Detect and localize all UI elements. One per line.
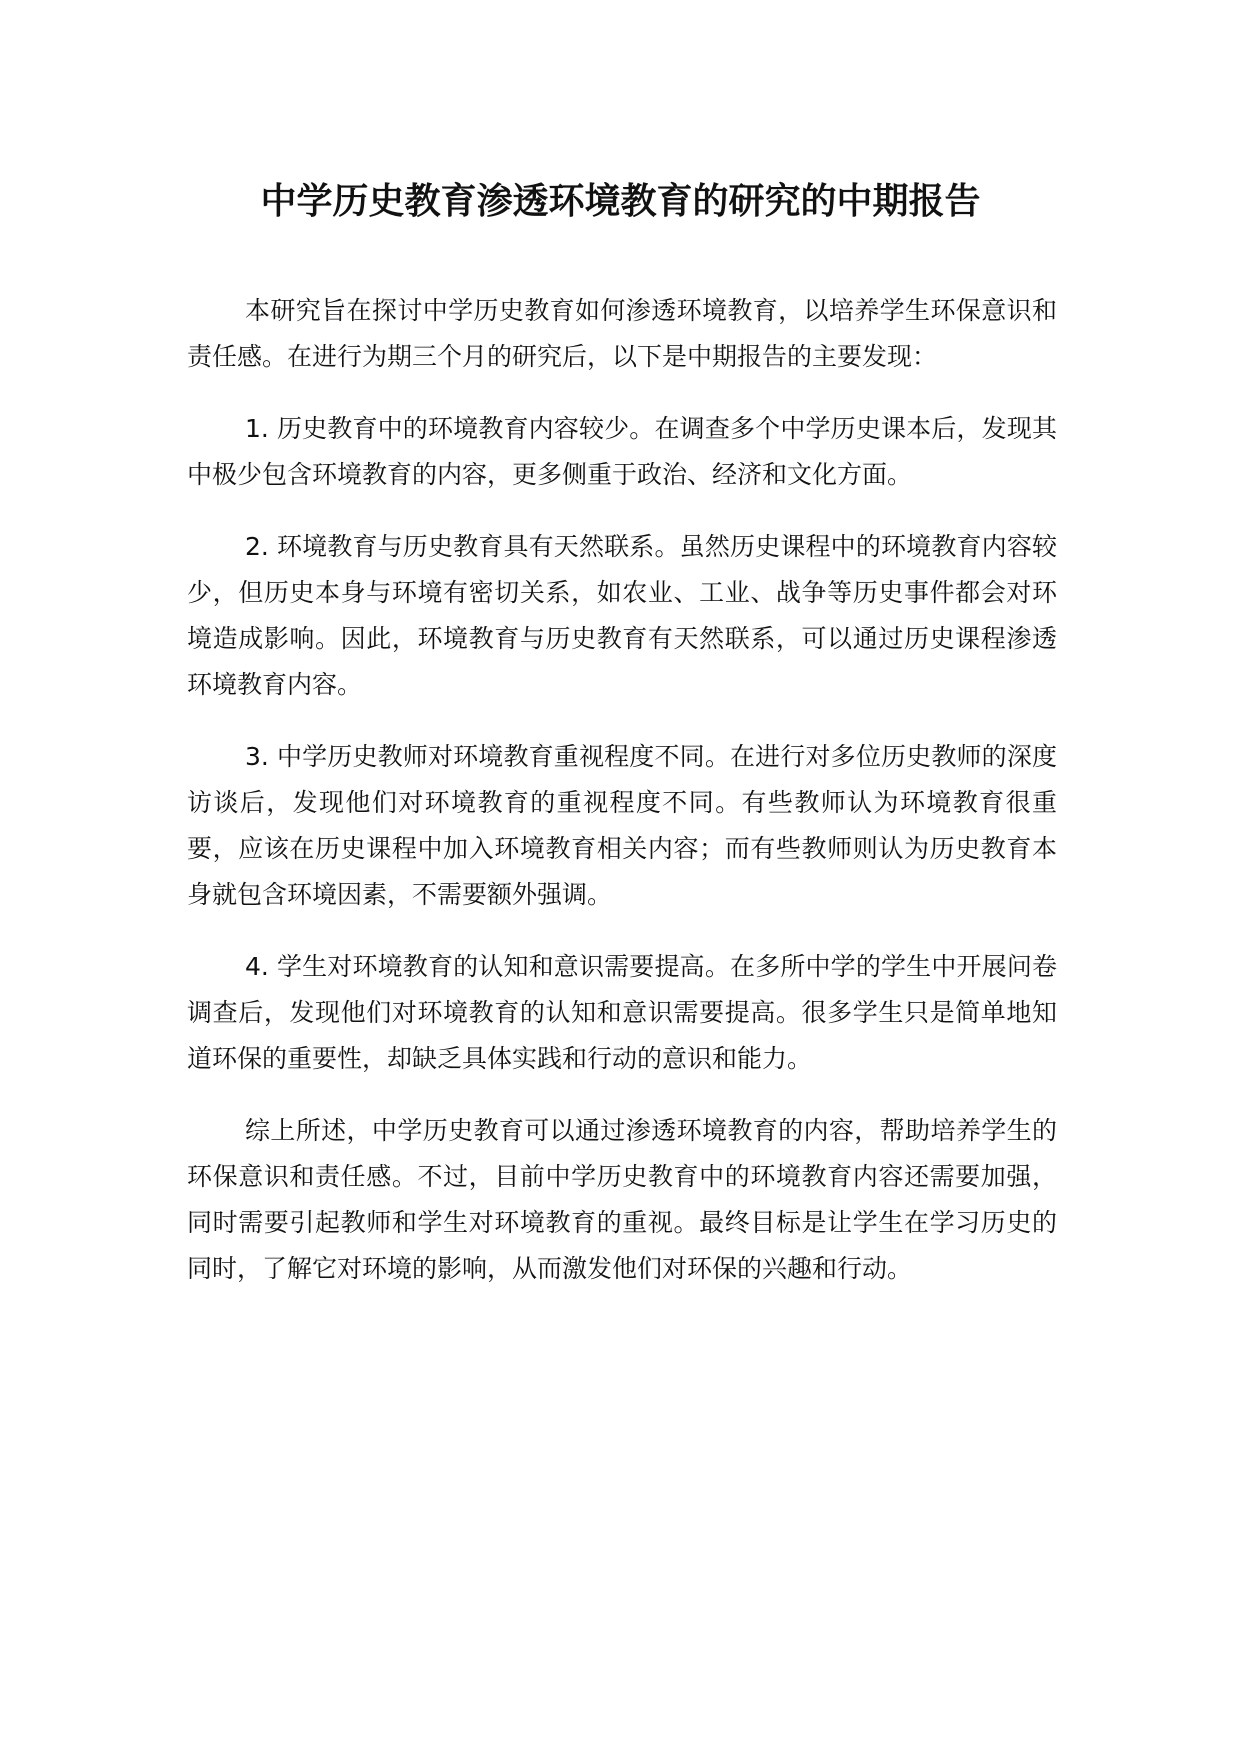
finding-3-paragraph: 3. 中学历史教师对环境教育重视程度不同。在进行对多位历史教师的深度访谈后，发现他们对环境教育的重视程度不同。有些教师认为环境教育很重要，应该在历史课程中加入环境教育相关内容；而有些教师则认为历史教育本身就包含环境因素，不需要额外强调。 [187, 742, 1057, 909]
document-body [187, 288, 1057, 1318]
conclusion-paragraph: 综上所述，中学历史教育可以通过渗透环境教育的内容，帮助培养学生的环保意识和责任感。不过，目前中学历史教育中的环境教育内容还需要加强，同时需要引起教师和学生对环境教育的重视。最终目标是让学生在学习历史的同时，了解它对环境的影响，从而激发他们对环保的兴趣和行动。 [187, 1116, 1057, 1283]
finding-2-paragraph: 2. 环境教育与历史教育具有天然联系。虽然历史课程中的环境教育内容较少，但历史本身与环境有密切关系，如农业、工业、战争等历史事件都会对环境造成影响。因此，环境教育与历史教育有天然联系，可以通过历史课程渗透环境教育内容。 [187, 532, 1057, 699]
finding-4-paragraph: 4. 学生对环境教育的认知和意识需要提高。在多所中学的学生中开展问卷调查后，发现他们对环境教育的认知和意识需要提高。很多学生只是简单地知道环保的重要性，却缺乏具体实践和行动的意识和能力。 [187, 952, 1057, 1073]
document-title: 中学历史教育渗透环境教育的研究的中期报告 [260, 181, 981, 222]
intro-paragraph: 本研究旨在探讨中学历史教育如何渗透环境教育，以培养学生环保意识和责任感。在进行为期三个月的研究后，以下是中期报告的主要发现： [187, 296, 1057, 371]
finding-1-paragraph: 1. 历史教育中的环境教育内容较少。在调查多个中学历史课本后，发现其中极少包含环境教育的内容，更多侧重于政治、经济和文化方面。 [187, 414, 1057, 489]
